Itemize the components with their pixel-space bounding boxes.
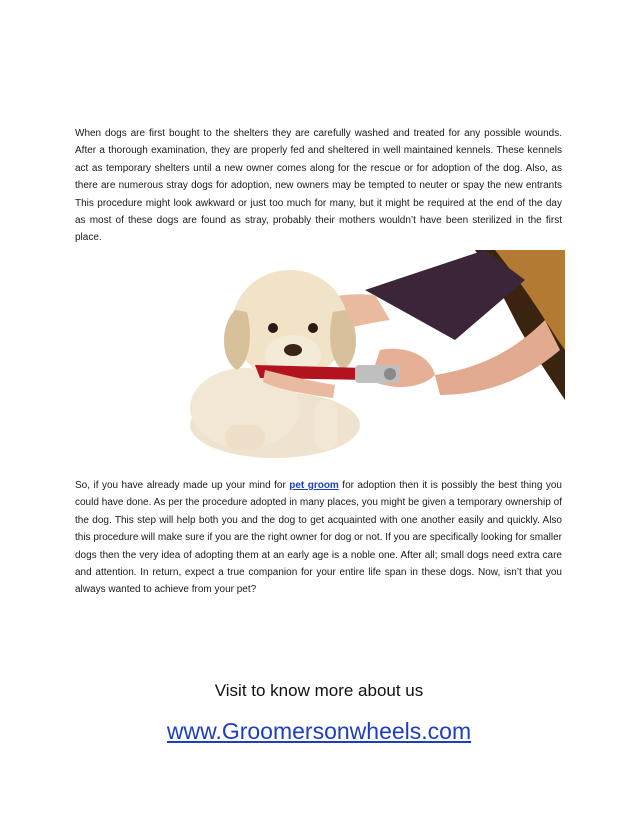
pet-groom-link[interactable]: pet groom	[289, 480, 339, 491]
visit-text: Visit to know more about us	[214, 681, 424, 700]
website-link[interactable]: www.Groomersonwheels.com	[166, 718, 472, 744]
paragraph2-text-after: for adoption then it is possibly the best thing you could have done. As per the procedure adopted in many places, you might be given a temporary ownership of the dog. This step will help both you and the dog to get acquainted with one another easily and quickly. Also this procedure will make sure if you are the right owner for dog or not. If you are specifically looking for smaller dogs then the very idea of adopting them at an early age is a noble one. After all; small dogs need extra care and attention. In return, expect a true companion for your entire life span in these dogs. Now, isn’t that you always wanted to achieve from your pet?	[75, 480, 562, 596]
paragraph2-text-before: So, if you have already made up your mind for	[75, 480, 290, 491]
intro-paragraph: When dogs are first bought to the shelters they are carefully washed and treated for any possible wounds. After a thorough examination, they are properly fed and sheltered in well maintained kennels. These kennels act as temporary shelters until a new owner comes along for the rescue or for adoption of the dog. Also, as there are numerous stray dogs for adoption, new owners may be tempted to neuter or spay the new entrants This procedure might look awkward or just too much for many, but it might be required at the end of the day as most of these dogs are found as stray, probably their mothers wouldn’t have been sterilized in the first place.	[75, 128, 562, 244]
puppy-nail-trim-photo	[165, 250, 565, 460]
adoption-paragraph	[75, 477, 562, 599]
